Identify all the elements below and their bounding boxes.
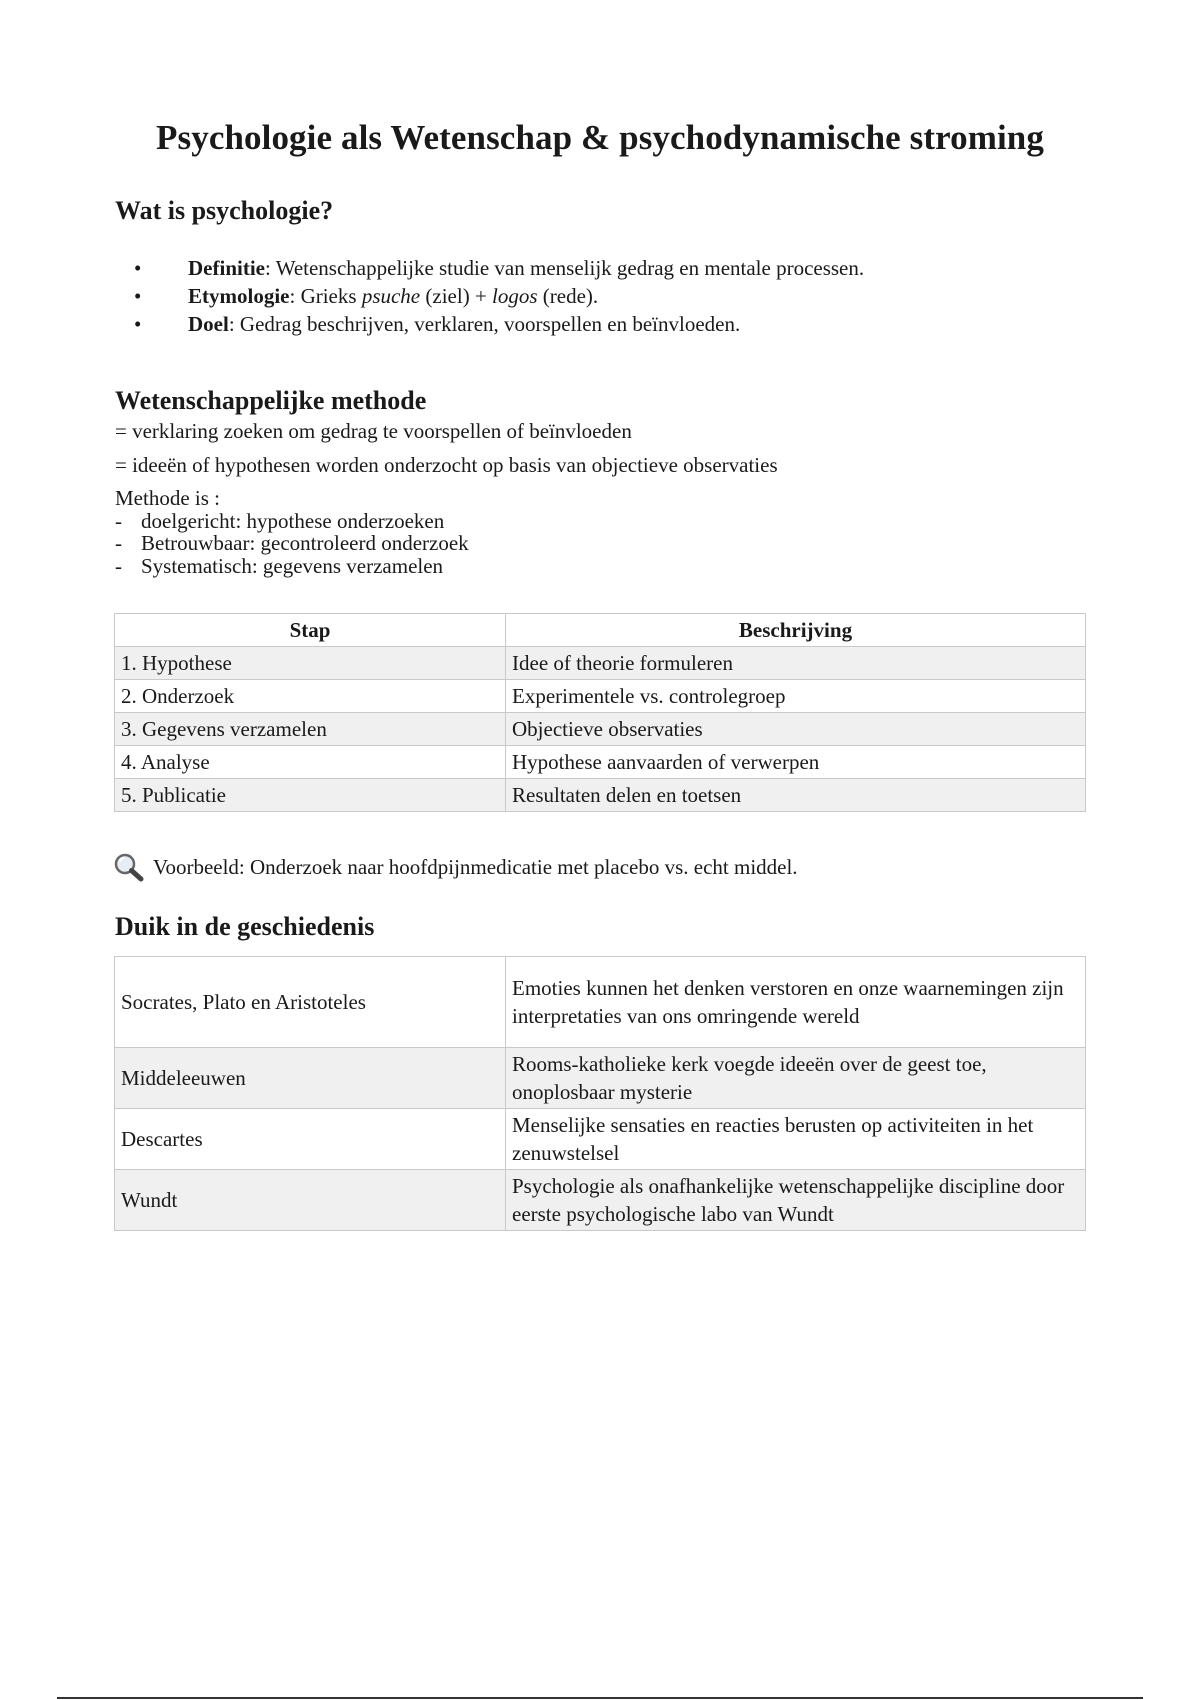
footer-rule bbox=[57, 1697, 1143, 1699]
table-cell: Psychologie als onafhankelijke wetenschappelijke discipline door eerste psychologische labo van Wundt bbox=[506, 1170, 1086, 1231]
table-cell: 3. Gegevens verzamelen bbox=[115, 713, 506, 746]
definition-line: = verklaring zoeken om gedrag te voorspellen of beïnvloeden bbox=[115, 419, 632, 443]
bullet-icon: • bbox=[134, 256, 142, 280]
table-cell: Hypothese aanvaarden of verwerpen bbox=[506, 746, 1086, 779]
table-row bbox=[115, 746, 1086, 779]
table-cell: Menselijke sensaties en reacties berusten op activiteiten in het zenuwstelsel bbox=[506, 1109, 1086, 1170]
magnifier-icon bbox=[113, 852, 145, 882]
table-cell: Rooms-katholieke kerk voegde ideeën over de geest toe, onoplosbaar mysterie bbox=[506, 1048, 1086, 1109]
definition-line: = ideeën of hypothesen worden onderzocht op basis van objectieve observaties bbox=[115, 453, 778, 477]
item-italic: logos bbox=[492, 284, 538, 308]
table-row bbox=[115, 680, 1086, 713]
list-item bbox=[115, 532, 469, 555]
item-label: Definitie bbox=[188, 256, 265, 280]
item-text: Betrouwbaar: gecontroleerd onderzoek bbox=[141, 531, 469, 555]
method-steps-table bbox=[114, 613, 1086, 812]
dash-icon: - bbox=[115, 553, 122, 578]
example-note bbox=[113, 852, 798, 882]
list-item bbox=[115, 510, 469, 533]
item-label: Etymologie bbox=[188, 284, 290, 308]
item-text: (ziel) + bbox=[420, 284, 493, 308]
dash-icon: - bbox=[115, 508, 122, 533]
table-row bbox=[115, 1170, 1086, 1231]
table-cell: Wundt bbox=[115, 1170, 506, 1231]
item-italic: psuche bbox=[361, 284, 421, 308]
item-text: doelgericht: hypothese onderzoeken bbox=[141, 508, 445, 533]
table-row bbox=[115, 713, 1086, 746]
item-text: : Wetenschappelijke studie van menselijk gedrag en mentale processen. bbox=[264, 256, 865, 280]
table-cell: 4. Analyse bbox=[115, 746, 506, 779]
definition-list bbox=[130, 254, 864, 338]
dash-icon: - bbox=[115, 531, 122, 555]
table-row bbox=[115, 1048, 1086, 1109]
bullet-icon: • bbox=[134, 284, 142, 308]
list-item bbox=[130, 282, 864, 310]
table-row bbox=[115, 647, 1086, 680]
list-item bbox=[115, 555, 469, 578]
table-row bbox=[115, 957, 1086, 1048]
history-table bbox=[114, 956, 1086, 1231]
column-header: Stap bbox=[115, 614, 506, 647]
section-heading-wat-is-psychologie: Wat is psychologie? bbox=[115, 196, 334, 225]
item-text: (rede). bbox=[537, 284, 599, 308]
table-cell: Resultaten delen en toetsen bbox=[506, 779, 1086, 812]
table-row bbox=[115, 779, 1086, 812]
page-title: Psychologie als Wetenschap & psychodynamische stroming bbox=[156, 118, 1044, 157]
table-cell: Descartes bbox=[115, 1109, 506, 1170]
table-cell: Middeleeuwen bbox=[115, 1048, 506, 1109]
methode-intro: Methode is : bbox=[115, 486, 220, 510]
item-text: Systematisch: gegevens verzamelen bbox=[141, 553, 444, 578]
example-text: Voorbeeld: Onderzoek naar hoofdpijnmedicatie met placebo vs. echt middel. bbox=[153, 854, 798, 879]
table-header-row bbox=[115, 614, 1086, 647]
list-item bbox=[130, 254, 864, 282]
table-cell: Socrates, Plato en Aristoteles bbox=[115, 957, 506, 1048]
table-cell: 2. Onderzoek bbox=[115, 680, 506, 713]
methode-list bbox=[115, 487, 469, 577]
table-cell: 5. Publicatie bbox=[115, 779, 506, 812]
table-cell: 1. Hypothese bbox=[115, 647, 506, 680]
table-row bbox=[115, 1109, 1086, 1170]
item-text: : Gedrag beschrijven, verklaren, voorspellen en beïnvloeden. bbox=[228, 312, 741, 336]
item-label: Doel bbox=[188, 312, 229, 336]
column-header: Beschrijving bbox=[506, 614, 1086, 647]
section-heading-wetenschappelijke-methode: Wetenschappelijke methode bbox=[115, 386, 427, 415]
table-cell: Experimentele vs. controlegroep bbox=[506, 680, 1086, 713]
item-text: : Grieks bbox=[289, 284, 362, 308]
table-cell: Emoties kunnen het denken verstoren en onze waarnemingen zijn interpretaties van ons omringende wereld bbox=[506, 957, 1086, 1048]
bullet-icon: • bbox=[134, 312, 142, 336]
table-cell: Idee of theorie formuleren bbox=[506, 647, 1086, 680]
list-item bbox=[130, 310, 864, 338]
table-cell: Objectieve observaties bbox=[506, 713, 1086, 746]
section-heading-geschiedenis: Duik in de geschiedenis bbox=[115, 912, 375, 941]
